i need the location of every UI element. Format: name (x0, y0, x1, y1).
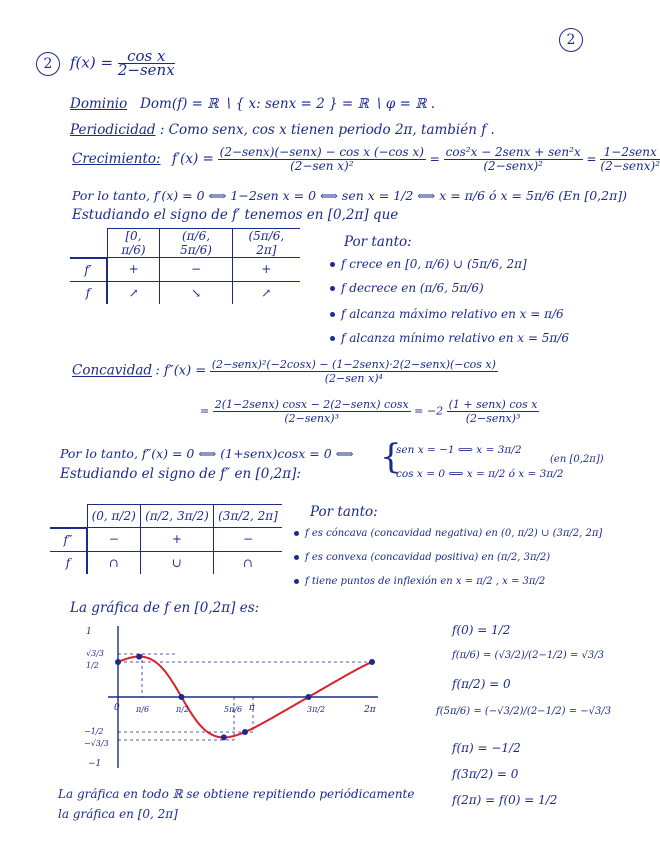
concavidad-line-2: = $\frac{\text{2(1−2senx) cosx − 2(2−senx) cosx}}{\text{(2−senx)³}}$ = −2 $\frac{\text{(1 + senx) cos x}}{\text{(2−senx)³}}$ (200, 398, 538, 425)
table2-row-label: f (50, 551, 87, 574)
case-2: cos x = 0 ⟺ x = π/2 ó x = 3π/2 (396, 468, 564, 480)
value-f-5pi6: f(5π/6) = (−√3/2)/(2−1/2) = −√3/3 (436, 706, 612, 717)
x-tick-label: π (249, 703, 255, 713)
value-f-pi6: f(π/6) = (√3/2)/(2−1/2) = √3/3 (452, 650, 605, 661)
y-tick-label: −1 (88, 759, 102, 769)
x-tick-label: π/6 (136, 705, 150, 714)
graph-point (369, 659, 375, 665)
conclusion2-item: f tiene puntos de inflexión en x = π/2 , x = 3π/2 (294, 574, 545, 590)
y-tick-label: −1/2 (84, 727, 104, 736)
estudiando-signo-2: Estudiando el signo de f″ en [0,2π]: (60, 466, 301, 482)
table1-row-label: f′ (70, 258, 107, 282)
conclusion2-item: f es cóncava (concavidad negativa) en (0, π/2) ∪ (3π/2, 2π] (294, 526, 602, 542)
x-tick-label: 2π (364, 705, 376, 715)
x-tick-label: 0 (114, 703, 120, 713)
periodicidad-label: Periodicidad (70, 122, 156, 138)
table1-cell: + (107, 258, 160, 282)
concavidad-label: Concavidad (72, 362, 153, 379)
periodicidad-line (70, 122, 495, 138)
crecimiento-label: Crecimiento: (72, 151, 161, 167)
graph-point (242, 729, 248, 735)
value-f-pi2: f(π/2) = 0 (452, 677, 511, 691)
value-f-3pi2: f(3π/2) = 0 (452, 767, 519, 781)
page-number: 2 (559, 28, 583, 52)
table2-header-1: (0, π/2) (87, 505, 140, 528)
x-tick-label: π/2 (176, 705, 190, 714)
table1-row-label: f (70, 281, 107, 304)
graph-point (221, 734, 227, 740)
graph-point (179, 694, 185, 700)
periodicidad-text: : Como senx, cos x tienen periodo 2π, también f . (159, 122, 495, 138)
dominio-text: Dom(f) = ℝ ∖ { x: senx = 2 } = ℝ ∖ φ = ℝ . (140, 96, 436, 112)
sign-table-fsecond (50, 504, 282, 574)
value-f-pi: f(π) = −1/2 (452, 741, 521, 755)
table2-cell: ∪ (140, 551, 213, 574)
conclusion1-item: f decrece en (π/6, 5π/6) (330, 280, 484, 296)
crecimiento-line: Crecimiento: f′(x) = $\frac{\text{(2−senx)(−senx) − cos x (−cos x)}}{\text{(2−sen x)²}}$ = $\frac{\text{cos²x − 2senx + sen²x}}{\text{(2−senx)²}}$ = $\frac{\text{1−2senx}}{\text{(2−senx)²}}$ (72, 145, 660, 173)
table1-cell: ↘ (160, 281, 232, 304)
cases-brace: { (380, 437, 402, 477)
footer-line-2: la gráfica en [0, 2π] (58, 807, 178, 821)
function-definition: f(x) = $\frac{\text{cos x}}{\text{2−senx}}$ (70, 47, 175, 79)
y-tick-label: 1 (86, 627, 92, 637)
por-lo-tanto-1: Por lo tanto, f′(x) = 0 ⟺ 1−2sen x = 0 ⟺ sen x = 1/2 ⟺ x = π/6 ó x = 5π/6 (En [0,2π]) (72, 188, 628, 203)
value-f-0: f(0) = 1/2 (452, 623, 511, 637)
conclusion2-title: Por tanto: (310, 504, 378, 520)
footer-line-1: La gráfica en todo ℝ se obtiene repitiendo periódicamente (58, 787, 415, 801)
graph-point (306, 694, 312, 700)
cases-note: (en [0,2π]) (550, 454, 604, 465)
value-f-2pi: f(2π) = f(0) = 1/2 (452, 793, 558, 807)
table1-header-3: (5π/6, 2π] (232, 229, 300, 258)
table1-cell: ↗ (107, 281, 160, 304)
y-tick-label: 1/2 (86, 661, 99, 670)
conclusion1-item: f alcanza mínimo relativo en x = 5π/6 (330, 330, 569, 346)
dominio-label: Dominio (70, 96, 128, 112)
dominio-line (70, 96, 435, 112)
por-lo-tanto-2: Por lo tanto, f″(x) = 0 ⟺ (1+senx)cosx = 0 ⟺ (60, 446, 354, 461)
case-1: sen x = −1 ⟺ x = 3π/2 (396, 444, 522, 456)
conclusion1-item: f alcanza máximo relativo en x = π/6 (330, 306, 564, 322)
function-graph (84, 622, 384, 772)
table1-header-2: (π/6, 5π/6) (160, 229, 232, 258)
concavidad-line-1: Concavidad : f″(x) = $\frac{\text{(2−senx)²(−2cosx) − (1−2senx)·2(2−senx)(−cos x)}}{\text{(2−sen x)⁴}}$ (72, 358, 496, 385)
table1-cell: + (232, 258, 300, 282)
exercise-number: 2 (36, 52, 60, 76)
table2-row-label: f″ (50, 528, 87, 552)
table2-cell: − (213, 528, 282, 552)
table2-cell: − (87, 528, 140, 552)
conclusion1-item: f crece en [0, π/6) ∪ (5π/6, 2π] (330, 256, 527, 272)
table1-cell: − (160, 258, 232, 282)
table1-cell: ↗ (232, 281, 300, 304)
y-tick-label: −√3/3 (84, 739, 109, 748)
table2-cell: ∩ (213, 551, 282, 574)
sign-table-fprime (70, 228, 300, 304)
conclusion1-title: Por tanto: (344, 234, 412, 250)
table2-header-3: (3π/2, 2π] (213, 505, 282, 528)
graph-point (136, 654, 142, 660)
graph-point (115, 659, 121, 665)
conclusion2-item: f es convexa (concavidad positiva) en (π/2, 3π/2) (294, 550, 550, 566)
table2-cell: ∩ (87, 551, 140, 574)
table2-header-2: (π/2, 3π/2) (140, 505, 213, 528)
table1-header-1: [0, π/6) (107, 229, 160, 258)
x-tick-label: 3π/2 (307, 705, 326, 714)
estudiando-signo-1: Estudiando el signo de f′ tenemos en [0,2π] que (72, 207, 399, 223)
grafica-title: La gráfica de f en [0,2π] es: (70, 600, 260, 616)
x-tick-label: 5π/6 (224, 705, 243, 714)
table2-cell: + (140, 528, 213, 552)
y-tick-label: √3/3 (86, 649, 104, 658)
